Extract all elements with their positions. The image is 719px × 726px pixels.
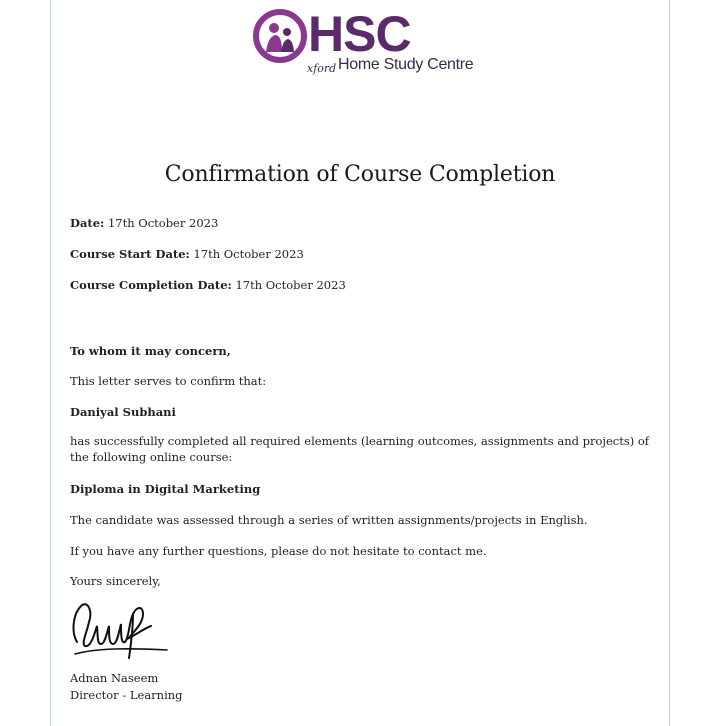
document-title: Confirmation of Course Completion	[164, 162, 556, 187]
course-name: Diploma in Digital Marketing	[70, 482, 261, 496]
salutation-text: To whom it may concern,	[70, 344, 231, 358]
logo-prefix-text: xford	[307, 62, 337, 75]
hsc-logo	[252, 8, 472, 78]
start-date-label: Course Start Date:	[70, 247, 190, 261]
closing-text: Yours sincerely,	[70, 574, 161, 588]
signatory-name: Adnan Naseem	[70, 671, 159, 685]
family-emblem-icon	[252, 8, 308, 64]
handwritten-signature	[67, 592, 187, 672]
completion-date-label: Course Completion Date:	[70, 278, 232, 292]
student-name: Daniyal Subhani	[70, 405, 176, 419]
intro-text: This letter serves to confirm that:	[70, 374, 267, 388]
course-name-line	[70, 482, 260, 496]
assessment-text: The candidate was assessed through a series of written assignments/projects in English.	[70, 513, 588, 527]
student-name-line	[70, 405, 176, 419]
date-value: 17th October 2023	[107, 216, 219, 230]
certificate-page	[50, 0, 670, 726]
date-label: Date:	[70, 216, 105, 230]
start-date-value: 17th October 2023	[193, 247, 304, 261]
logo-brand-text: HSC	[308, 6, 411, 62]
salutation	[70, 344, 231, 358]
completion-statement: has successfully completed all required elements (learning outcomes, assignments and projects) of the following online course:	[70, 434, 650, 464]
completion-date-value: 17th October 2023	[235, 278, 346, 292]
logo-subtitle: Home Study Centre	[338, 56, 474, 73]
signatory-role: Director - Learning	[70, 688, 183, 702]
start-date-line	[70, 247, 304, 261]
completion-date-line	[70, 278, 346, 292]
contact-text: If you have any further questions, please do not hesitate to contact me.	[70, 544, 487, 558]
date-line	[70, 216, 218, 230]
